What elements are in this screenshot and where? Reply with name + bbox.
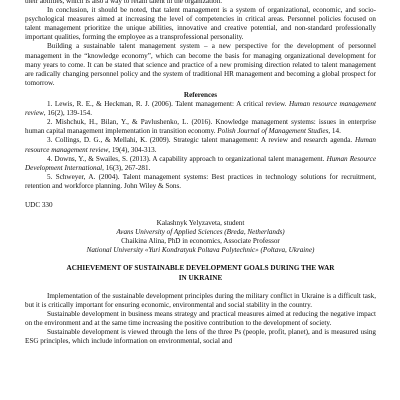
body-paragraph: Sustainable development is viewed through the lens of the three Ps (people, profit, planet), and is measured using ESG principles, which include information on environmental, social and (25, 328, 376, 346)
body-paragraph: Sustainable development in business means strategy and practical measures aimed at reducing the negative impact on the environment and at the same time increasing the positive contribution to the development of society. (25, 309, 376, 327)
supervisor-author: Chaikina Alina, PhD in economics, Associate Professor (121, 237, 280, 246)
conclusion-paragraph: In conclusion, it should be noted, that talent management is a system of organizational, economic, and socio-psychological measures aimed at increasing the level of competencies in critical areas. Personnel policies focused on talent management prioritize the unique abilities, innovative and creative potential, and non-standard professionally important qualities, forming the employee as a transprofessional personality. (25, 6, 376, 42)
student-affiliation: Avans University of Applied Sciences (Breda, Netherlands) (116, 228, 285, 237)
student-author: Kalashnyk Yelyzaveta, student (156, 219, 245, 228)
article-title: ACHIEVEMENT OF SUSTAINABLE DEVELOPMENT GOALS DURING THE WAR IN UKRAINE (66, 264, 335, 282)
reference-item: 2. Mishchuk, H., Bilan, Y., & Pavlushenko, L. (2016). Knowledge management systems: issues in enterprise human capital management implementation in transition economy. Polish Journal of Management Studies, 14. (25, 118, 376, 136)
reference-item: 3. Collings, D. G., & Mellahi, K. (2009). Strategic talent management: A review and research agenda. Human resource management review, 19(4), 304-313. (25, 136, 376, 154)
references-heading: References (183, 90, 218, 99)
reference-item: 5. Schweyer, A. (2004). Talent management systems: Best practices in technology solutions for recruitment, retention and workforce planning. John Wiley & Sons. (25, 172, 376, 190)
previous-paragraph-end: their abilities, which is also a way to retain talent in the organization. (25, 0, 222, 5)
building-paragraph: Building a sustainable talent management system – a new perspective for the development of personnel management in the “knowledge economy”, which can become the basis for managing organizational development for many years to come. It can be stated that science and practice of a new promising direction related to talent management are radically changing personnel policy and the system of traditional HR management and becoming a global prospect for tomorrow. (25, 42, 376, 87)
body-paragraph: Implementation of the sustainable development principles during the military conflict in Ukraine is a difficult task, but it is critically important for ensuring economic, environmental and social stability in the country. (25, 291, 376, 309)
udc-code: UDC 330 (25, 200, 53, 209)
reference-item: 4. Downs, Y., & Swailes, S. (2013). A capability approach to organizational talent management. Human Resource Development International, 16(3), 267-281. (25, 154, 376, 172)
reference-item: 1. Lewis, R. E., & Heckman, R. J. (2006). Talent management: A critical review. Human resource management review, 16(2), 139-154. (25, 100, 376, 118)
supervisor-affiliation: National University «Yuri Kondratyuk Poltava Polytechnic» (Poltava, Ukraine) (86, 246, 315, 255)
